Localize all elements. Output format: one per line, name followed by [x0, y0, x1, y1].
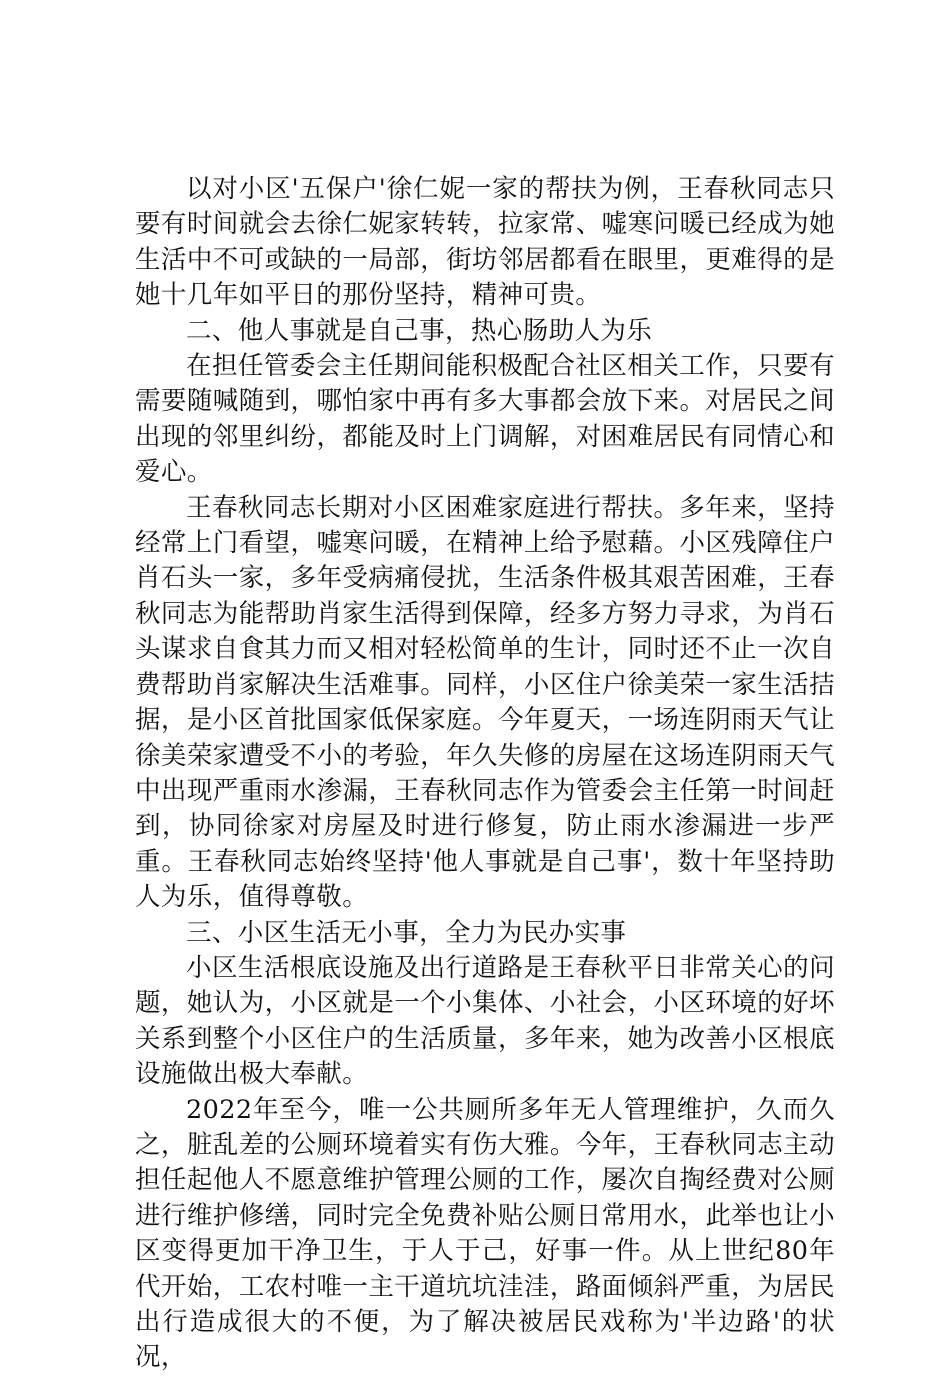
- paragraph-committee-work: 在担任管委会主任期间能积极配合社区相关工作，只要有需要随喊随到，哪怕家中再有多大事都会放下来。对居民之间出现的邻里纠纷，都能及时上门调解，对困难居民有同情心和爱心。: [135, 351, 835, 488]
- paragraph-public-toilet-road: 2022年至今，唯一公共厕所多年无人管理维护，久而久之，脏乱差的公厕环境着实有伤大雅。今年，王春秋同志主动担任起他人不愿意维护管理公厕的工作，屡次自掏经费对公厕进行维护修缮，同时完全免费补贴公厕日常用水，此举也让小区变得更加干净卫生，于人于己，好事一件。从上世纪80年代开始，工农村唯一主干道坑坑洼洼，路面倾斜严重，为居民出行造成很大的不便，为了解决被居民戏称为'半边路'的状况，: [135, 1094, 835, 1373]
- document-body: [135, 172, 835, 1376]
- section-heading-3: 三、小区生活无小事，全力为民办实事: [186, 917, 627, 948]
- paragraph-help-families: 王春秋同志长期对小区困难家庭进行帮扶。多年来，坚持经常上门看望，嘘寒问暖，在精神上给予慰藉。小区残障住户肖石头一家，多年受病痛侵扰，生活条件极其艰苦困难，王春秋同志为能帮助肖家生活得到保障，经多方努力寻求，为肖石头谋求自食其力而又相对轻松简单的生计，同时还不止一次自费帮助肖家解决生活难事。同样，小区住户徐美荣一家生活拮据，是小区首批国家低保家庭。今年夏天，一场连阴雨天气让徐美荣家遭受不小的考验，年久失修的房屋在这场连阴雨天气中出现严重雨水渗漏，王春秋同志作为管委会主任第一时间赶到，协同徐家对房屋及时进行修复，防止雨水渗漏进一步严重。王春秋同志始终坚持'他人事就是自己事'，数十年坚持助人为乐，值得尊敬。: [135, 492, 835, 913]
- section-heading-2: 二、他人事就是自己事，热心肠助人为乐: [186, 315, 653, 346]
- paragraph-wuhu-example: 以对小区'五保户'徐仁妮一家的帮扶为例，王春秋同志只要有时间就会去徐仁妮家转转，拉家常、嘘寒问暖已经成为她生活中不可或缺的一局部，街坊邻居都看在眼里，更难得的是她十几年如平日的那份坚持，精神可贵。: [135, 174, 835, 311]
- paragraph-infrastructure: 小区生活根底设施及出行道路是王春秋平日非常关心的问题，她认为，小区就是一个小集体、小社会，小区环境的好坏关系到整个小区住户的生活质量，多年来，她为改善小区根底设施做出极大奉献。: [135, 952, 835, 1090]
